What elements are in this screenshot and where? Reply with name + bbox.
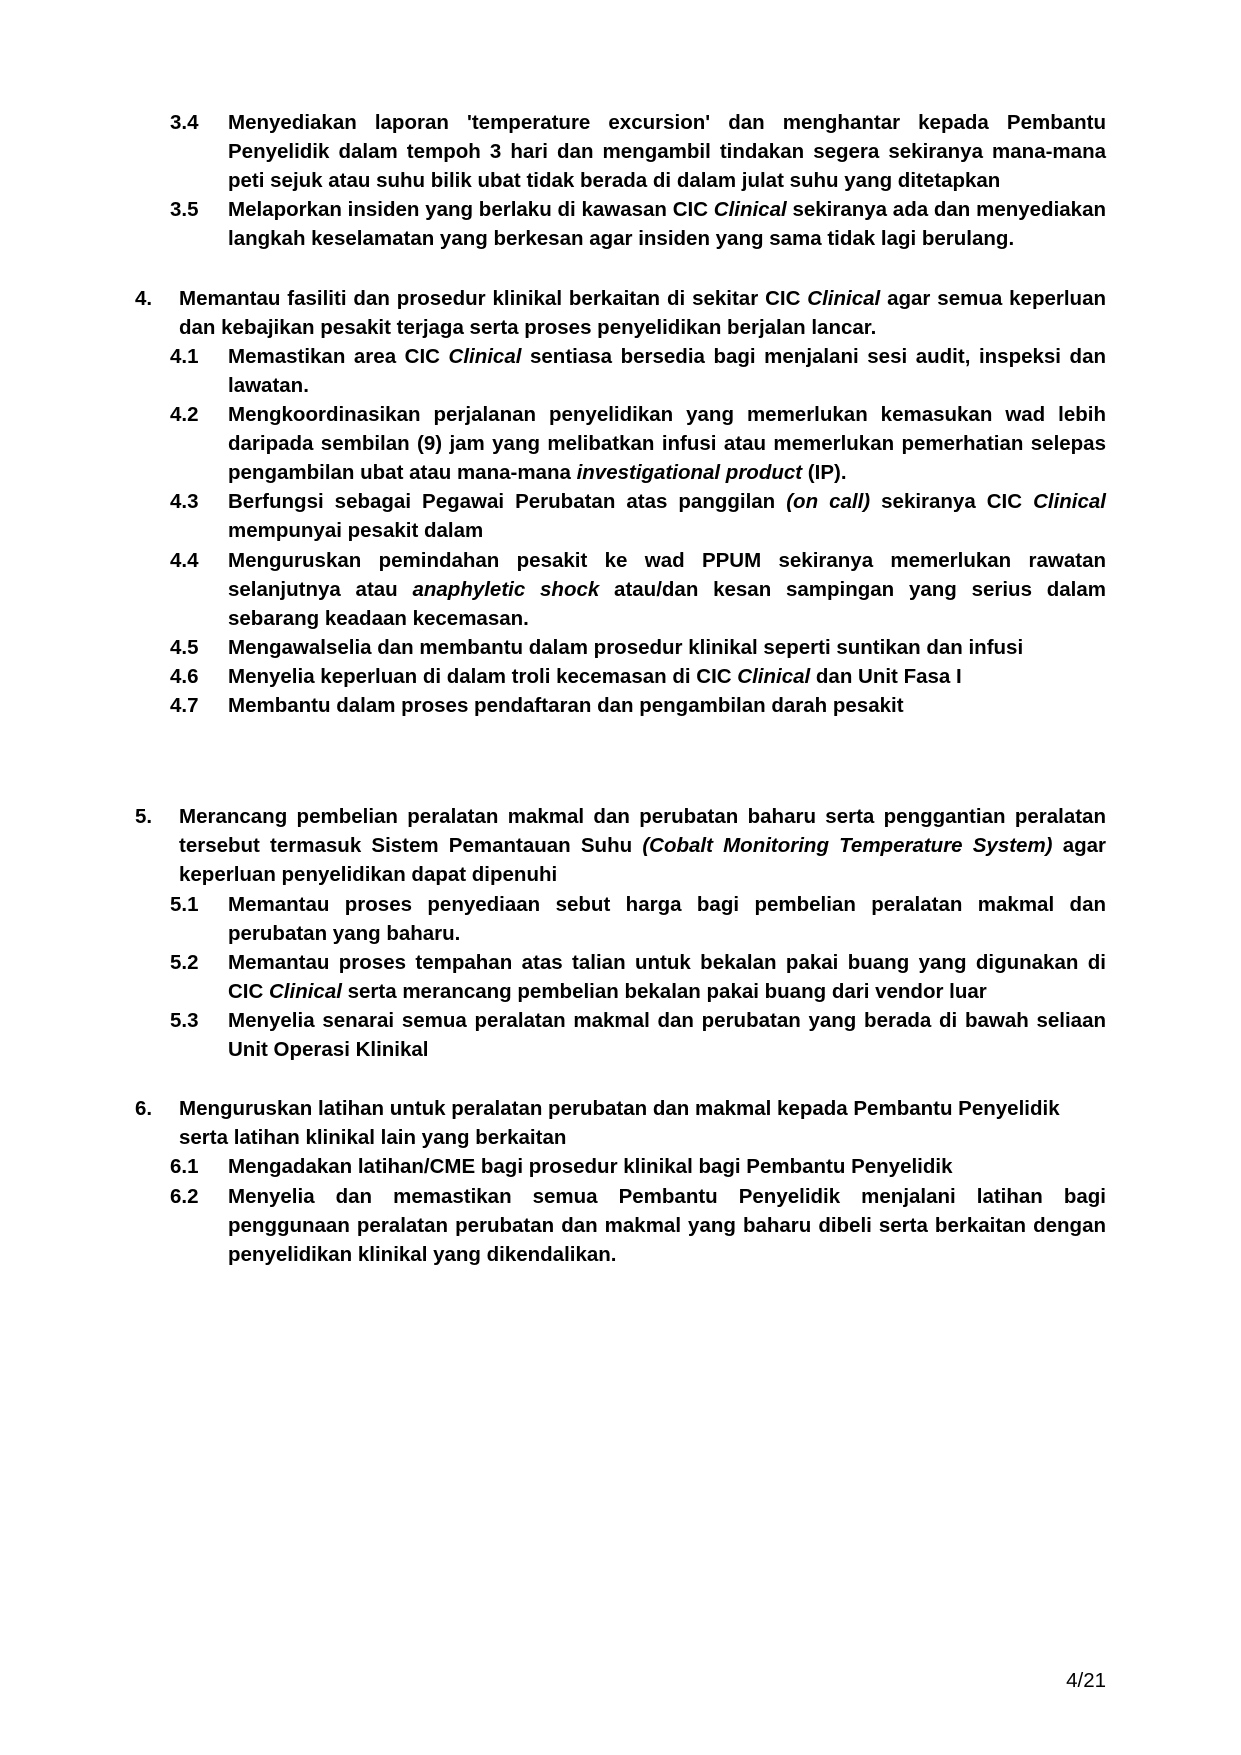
run-text: sekiranya ada dan menyediakan langkah keselamatan yang berkesan agar insiden yang sama tidak lagi berulang.	[228, 198, 1106, 251]
run-text-italic: Clinical	[713, 198, 787, 222]
list-item-text	[228, 1182, 1106, 1269]
list-item	[135, 691, 1106, 720]
run-text: sentiasa bersedia bagi menjalani sesi audit, inspeksi dan lawatan.	[228, 344, 1106, 397]
run-text: agar semua keperluan dan kebajikan pesakit terjaga serta proses penyelidikan berjalan lancar.	[179, 286, 1106, 339]
list-item	[135, 108, 1106, 195]
list-item	[135, 546, 1106, 633]
list-item-text	[228, 691, 1106, 720]
list-item	[135, 1152, 1106, 1181]
list-item	[135, 195, 1106, 253]
list-item	[135, 487, 1106, 545]
list-item-number: 4.4	[170, 548, 199, 572]
list-item-text	[228, 633, 1106, 662]
list-item	[135, 633, 1106, 662]
run-text-italic: (Cobalt Monitoring Temperature System)	[642, 834, 1053, 858]
run-text: dan Unit Fasa I	[810, 664, 962, 688]
list-item-text	[228, 1152, 1106, 1181]
list-item-text	[179, 802, 1106, 889]
list-item-text	[228, 948, 1106, 1006]
run-text: mempunyai pesakit dalam	[228, 519, 484, 543]
list-item-number: 6.	[135, 1097, 153, 1121]
list-item-number: 4.	[135, 286, 153, 310]
list-item-text	[228, 342, 1106, 400]
run-text-italic: Clinical	[737, 664, 811, 688]
run-text: Melaporkan insiden yang berlaku di kawasan CIC	[228, 198, 714, 222]
run-text: Menyediakan laporan 'temperature excursion' dan menghantar kepada Pembantu Penyelidik dalam tempoh 3 hari dan mengambil tindakan segera sekiranya mana-mana peti sejuk atau suhu bilik ubat tidak berada di dalam julat suhu yang ditetapkan	[228, 111, 1106, 193]
list-item-number: 4.3	[170, 490, 199, 514]
run-text: Memantau fasiliti dan prosedur klinikal berkaitan di sekitar CIC	[179, 286, 808, 310]
list-item-number: 4.6	[170, 664, 199, 688]
run-text: Mengadakan latihan/CME bagi prosedur klinikal bagi Pembantu Penyelidik	[228, 1155, 953, 1179]
run-text: agar keperluan penyelidikan dapat dipenuhi	[179, 834, 1106, 887]
list-item-number: 3.4	[170, 111, 199, 134]
run-text: Menguruskan latihan untuk peralatan perubatan dan makmal kepada Pembantu Penyelidik serta latihan klinikal lain yang berkaitan	[179, 1097, 1060, 1150]
list-item	[135, 948, 1106, 1006]
list-item-number: 6.2	[170, 1184, 199, 1208]
list-item-text	[228, 1006, 1106, 1064]
list-item-number: 6.1	[170, 1155, 199, 1179]
run-text-italic: Clinical	[1033, 490, 1106, 514]
list-item-number: 5.3	[170, 1008, 199, 1032]
run-text: Mengawalselia dan membantu dalam prosedur klinikal seperti suntikan dan infusi	[228, 635, 1024, 659]
spacer	[135, 254, 1106, 284]
run-text-italic: anaphyletic shock	[412, 577, 600, 601]
run-text: Merancang pembelian peralatan makmal dan perubatan baharu serta penggantian peralatan tersebut termasuk Sistem Pemantauan Suhu	[179, 805, 1106, 858]
run-text: Menyelia senarai semua peralatan makmal dan perubatan yang berada di bawah seliaan Unit Operasi Klinikal	[228, 1008, 1106, 1062]
list-item-text	[228, 195, 1106, 253]
run-text: Mengkoordinasikan perjalanan penyelidikan yang memerlukan kemasukan wad lebih daripada sembilan (9) jam yang melibatkan infusi atau memerlukan pemerhatian selepas pengambilan ubat atau mana-mana	[228, 402, 1106, 485]
list-item-number: 5.2	[170, 950, 199, 974]
list-item-number: 4.5	[170, 635, 199, 659]
run-text: Membantu dalam proses pendaftaran dan pengambilan darah pesakit	[228, 694, 904, 718]
list-item	[135, 662, 1106, 691]
spacer	[135, 1064, 1106, 1094]
run-text-italic: Clinical	[448, 344, 522, 368]
list-item-text	[179, 284, 1106, 342]
run-text: (IP).	[802, 461, 847, 485]
list-item-number: 5.	[135, 805, 153, 829]
run-text: Memantau proses penyediaan sebut harga bagi pembelian peralatan makmal dan perubatan yang baharu.	[228, 892, 1106, 945]
spacer	[135, 772, 1106, 802]
list-item	[135, 284, 1106, 342]
list-item	[135, 342, 1106, 400]
list-item-number: 4.7	[170, 694, 199, 718]
run-text: Menyelia dan memastikan semua Pembantu Penyelidik menjalani latihan bagi penggunaan peralatan perubatan dan makmal yang baharu dibeli serta berkaitan dengan penyelidikan klinikal yang dikendalikan.	[228, 1184, 1106, 1266]
list-item	[135, 1182, 1106, 1269]
run-text: sekiranya CIC	[870, 490, 1034, 514]
list-item-number: 3.5	[170, 198, 199, 222]
page-number: 4/21	[1066, 1669, 1106, 1692]
run-text: Memastikan area CIC	[228, 344, 449, 368]
list-item	[135, 1006, 1106, 1064]
list-item	[135, 400, 1106, 487]
run-text-italic: Clinical	[269, 979, 342, 1003]
list-item-text	[228, 890, 1106, 948]
run-text-italic: (on call)	[786, 490, 871, 514]
run-text-italic: investigational product	[576, 461, 803, 485]
list-item-text	[228, 487, 1106, 545]
run-text: Berfungsi sebagai Pegawai Perubatan atas panggilan	[228, 490, 787, 514]
list-item-number: 4.2	[170, 402, 199, 426]
list-item-text	[228, 400, 1106, 487]
list-item-text	[228, 108, 1106, 195]
list-item-number: 5.1	[170, 892, 199, 916]
list-item-text	[228, 546, 1106, 633]
list-item-number: 4.1	[170, 344, 199, 368]
run-text: Menguruskan pemindahan pesakit ke wad PPUM sekiranya memerlukan rawatan selanjutnya atau	[228, 548, 1106, 601]
run-text: Menyelia keperluan di dalam troli kecemasan di CIC	[228, 664, 738, 688]
run-text: atau/dan kesan sampingan yang serius dalam sebarang keadaan kecemasan.	[228, 577, 1106, 630]
run-text: serta merancang pembelian bekalan pakai buang dari vendor luar	[341, 979, 987, 1003]
list-item-text	[179, 1094, 1106, 1152]
run-text-italic: Clinical	[807, 286, 881, 310]
run-text: Memantau proses tempahan atas talian untuk bekalan pakai buang yang digunakan di CIC	[228, 950, 1106, 1003]
spacer	[135, 720, 1106, 772]
list-item	[135, 802, 1106, 889]
list-item	[135, 890, 1106, 948]
document-body	[135, 108, 1106, 1269]
list-item	[135, 1094, 1106, 1152]
list-item-text	[228, 662, 1106, 691]
